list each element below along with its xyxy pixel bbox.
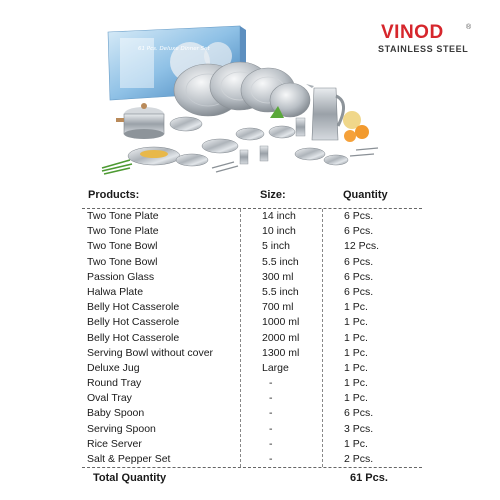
table-row	[82, 285, 422, 300]
row-quantity: 6 Pcs.	[344, 407, 374, 420]
row-size: 300 ml	[262, 270, 294, 283]
row-quantity: 1 Pc.	[344, 301, 368, 314]
row-size: 1300 ml	[262, 346, 300, 359]
brand-logo	[377, 22, 477, 52]
orange	[344, 130, 356, 142]
row-size: -	[269, 377, 273, 390]
table-header	[82, 188, 422, 208]
row-size: 10 inch	[262, 225, 296, 238]
row-product: Belly Hot Casserole	[87, 316, 180, 329]
table-row	[82, 270, 422, 285]
table-row	[82, 300, 422, 315]
total-row	[82, 468, 422, 488]
row-quantity: 6 Pcs.	[344, 255, 374, 268]
row-quantity: 6 Pcs.	[344, 270, 374, 283]
table-row	[82, 331, 422, 346]
row-size: 5 inch	[262, 240, 291, 253]
table-row	[82, 255, 422, 270]
row-product: Deluxe Jug	[87, 361, 140, 374]
casserole	[116, 103, 164, 139]
row-size: 5.5 inch	[262, 255, 299, 268]
row-size: Large	[262, 361, 289, 374]
row-quantity: 1 Pc.	[344, 377, 368, 390]
row-product: Halwa Plate	[87, 285, 144, 298]
table-row	[82, 346, 422, 361]
table-row	[82, 422, 422, 437]
table-row	[82, 391, 422, 406]
table-row	[82, 315, 422, 330]
total-quantity: 61 Pcs.	[350, 472, 388, 485]
row-product: Serving Spoon	[87, 422, 156, 435]
spring-onions	[102, 160, 132, 174]
row-size: 700 ml	[262, 301, 294, 314]
row-size: 2000 ml	[262, 331, 300, 344]
row-quantity: 1 Pc.	[344, 361, 368, 374]
row-size: 14 inch	[262, 210, 296, 222]
row-quantity: 6 Pcs.	[344, 225, 374, 238]
row-size: -	[269, 422, 273, 435]
registered-mark: ®	[466, 24, 472, 31]
row-product: Passion Glass	[87, 270, 155, 283]
row-quantity: 3 Pcs.	[344, 422, 374, 435]
box-label: 61 Pcs. Deluxe Dinner Set	[138, 46, 210, 52]
row-quantity: 1 Pc.	[344, 437, 368, 450]
header-size: Size:	[260, 189, 286, 201]
row-quantity: 1 Pc.	[344, 392, 368, 405]
jug	[306, 84, 344, 140]
table-row	[82, 406, 422, 421]
row-product: Rice Server	[87, 437, 142, 450]
row-size: -	[269, 392, 273, 405]
row-product: Two Tone Plate	[87, 210, 159, 222]
table-row	[82, 239, 422, 254]
row-quantity: 1 Pc.	[344, 331, 368, 344]
header-quantity: Quantity	[343, 189, 388, 201]
row-quantity: 1 Pc.	[344, 346, 368, 359]
row-quantity: 6 Pcs.	[344, 285, 374, 298]
spoons	[212, 148, 378, 172]
plates-stack	[174, 62, 310, 117]
table-row	[82, 224, 422, 239]
total-label: Total Quantity	[93, 472, 167, 485]
table-row	[82, 209, 422, 224]
row-quantity: 6 Pcs.	[344, 210, 374, 222]
table-row	[82, 452, 422, 467]
row-size: 5.5 inch	[262, 285, 299, 298]
table-row	[82, 437, 422, 452]
glasses	[240, 118, 305, 164]
orange	[355, 125, 369, 139]
row-product: Two Tone Plate	[87, 225, 159, 238]
row-size: -	[269, 407, 273, 420]
row-size: 1000 ml	[262, 316, 300, 329]
table-body	[82, 208, 422, 468]
product-table	[82, 188, 422, 488]
row-product: Round Tray	[87, 377, 142, 390]
row-product: Oval Tray	[87, 392, 132, 405]
row-product: Belly Hot Casserole	[87, 301, 180, 314]
row-quantity: 2 Pcs.	[344, 453, 374, 465]
row-quantity: 12 Pcs.	[344, 240, 380, 253]
row-product: Two Tone Bowl	[87, 255, 158, 268]
row-size: -	[269, 437, 273, 450]
row-product: Belly Hot Casserole	[87, 331, 180, 344]
row-product: Two Tone Bowl	[87, 240, 158, 253]
header-products: Products:	[88, 189, 140, 201]
row-product: Baby Spoon	[87, 407, 145, 420]
row-quantity: 1 Pc.	[344, 316, 368, 329]
row-product: Serving Bowl without cover	[87, 346, 214, 359]
brand-name: VINOD	[381, 22, 444, 43]
brand-tagline: STAINLESS STEEL	[378, 44, 469, 54]
row-size: -	[269, 453, 273, 465]
table-row	[82, 376, 422, 391]
dinner-set-photo	[100, 22, 382, 182]
row-product: Salt & Pepper Set	[87, 453, 171, 465]
table-row	[82, 361, 422, 376]
